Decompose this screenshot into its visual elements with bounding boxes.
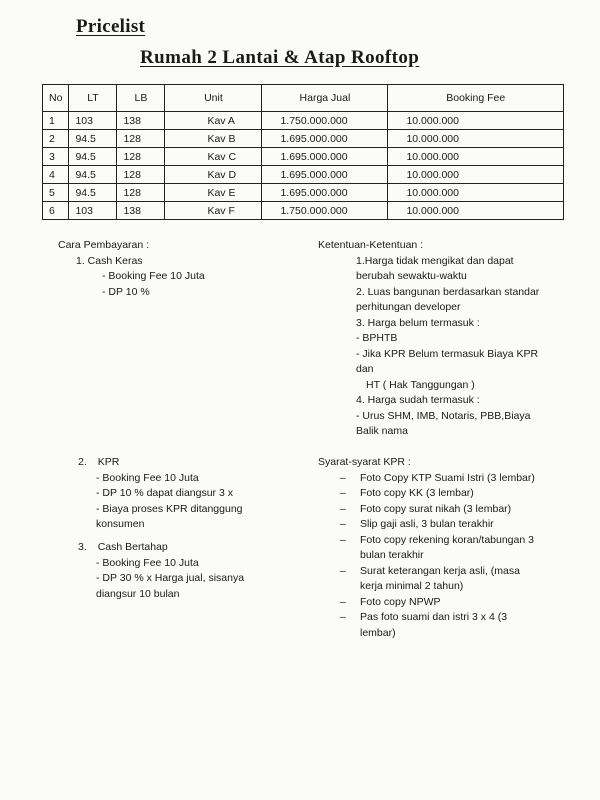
- table-row: [43, 130, 564, 148]
- cash-bertahap-item: - DP 30 % x Harga jual, sisanya: [96, 572, 245, 584]
- table-row: [43, 202, 564, 220]
- cell-harga-jual: 1.695.000.000: [262, 130, 388, 148]
- list-item-text: kerja minimal 2 tahun): [360, 580, 464, 592]
- cell-booking-fee: 10.000.000: [388, 184, 564, 202]
- cell-harga-jual: 1.695.000.000: [262, 184, 388, 202]
- cell-lb: 128: [117, 166, 165, 184]
- cell-booking-fee: 10.000.000: [388, 166, 564, 184]
- list-item: [318, 533, 535, 564]
- cell-unit: Kav C: [165, 148, 262, 166]
- list-item-text: Foto Copy KTP Suami Istri (3 lembar): [360, 471, 535, 484]
- list-item: [318, 610, 535, 641]
- cell-booking-fee: 10.000.000: [388, 112, 564, 130]
- kpr-title-text: KPR: [97, 456, 120, 468]
- cash-keras-title: 1. Cash Keras: [76, 254, 143, 267]
- list-item: [318, 486, 535, 502]
- terms-line: HT ( Hak Tanggungan ): [366, 378, 475, 391]
- cell-booking-fee: 10.000.000: [388, 130, 564, 148]
- list-item-text: Foto copy KK (3 lembar): [360, 487, 474, 499]
- cash-bertahap-item: diangsur 10 bulan: [96, 587, 180, 600]
- terms-line: - Urus SHM, IMB, Notaris, PBB,Biaya: [356, 409, 531, 422]
- column-header-lb: LB: [117, 85, 165, 112]
- cell-lb: 128: [117, 184, 165, 202]
- list-item: [318, 517, 535, 533]
- list-item-text: Foto copy rekening koran/tabungan 3: [360, 533, 534, 546]
- cash-bertahap-section: [78, 540, 244, 602]
- dash-bullet: –: [340, 487, 346, 499]
- terms-line: Balik nama: [356, 425, 408, 437]
- cell-lt: 94.5: [69, 184, 117, 202]
- terms-line: perhitungan developer: [356, 301, 461, 313]
- page-title: Pricelist: [76, 16, 146, 37]
- cell-lt: 94.5: [69, 166, 117, 184]
- cell-no: 6: [43, 202, 69, 220]
- cell-harga-jual: 1.750.000.000: [262, 202, 388, 220]
- cell-unit: Kav D: [165, 166, 262, 184]
- column-header-lt: LT: [69, 85, 117, 112]
- table-row: [43, 112, 564, 130]
- cell-no: 1: [43, 112, 69, 130]
- kpr-requirements-section: [318, 455, 535, 641]
- cell-harga-jual: 1.695.000.000: [262, 148, 388, 166]
- cell-booking-fee: 10.000.000: [388, 202, 564, 220]
- kpr-requirements-heading: Syarat-syarat KPR :: [318, 456, 411, 468]
- list-item-text: Foto copy NPWP: [360, 595, 441, 608]
- cell-lt: 94.5: [69, 130, 117, 148]
- kpr-item: - Booking Fee 10 Juta: [96, 471, 199, 484]
- page-subtitle: Rumah 2 Lantai & Atap Rooftop: [140, 47, 420, 68]
- cell-lb: 128: [117, 130, 165, 148]
- kpr-requirements-list: [318, 471, 535, 642]
- list-item-text: Surat keterangan kerja asli, (masa: [360, 564, 520, 577]
- table-row: [43, 184, 564, 202]
- dash-bullet: –: [340, 502, 346, 515]
- terms-line: berubah sewaktu-waktu: [356, 270, 467, 282]
- cell-lt: 103: [69, 202, 117, 220]
- terms-line: 3. Harga belum termasuk :: [356, 316, 480, 329]
- list-item: [318, 595, 535, 611]
- table-row: [43, 148, 564, 166]
- table-row: [43, 166, 564, 184]
- cell-no: 4: [43, 166, 69, 184]
- dash-bullet: –: [340, 564, 346, 577]
- list-item-text: bulan terakhir: [360, 549, 424, 561]
- column-header-booking-fee: Booking Fee: [388, 85, 564, 112]
- kpr-item: - Biaya proses KPR ditanggung: [96, 502, 243, 515]
- list-item: [318, 502, 535, 518]
- terms-line: dan: [356, 363, 374, 375]
- dash-bullet: –: [340, 595, 346, 608]
- cell-unit: Kav A: [165, 112, 262, 130]
- kpr-number: 2.: [78, 456, 87, 468]
- list-item-text: Pas foto suami dan istri 3 x 4 (3: [360, 611, 508, 623]
- dash-bullet: –: [340, 533, 346, 546]
- kpr-item: konsumen: [96, 518, 145, 530]
- payment-heading: Cara Pembayaran :: [58, 239, 150, 251]
- kpr-payment-section: [78, 455, 243, 533]
- cell-no: 2: [43, 130, 69, 148]
- cell-no: 5: [43, 184, 69, 202]
- terms-line: - Jika KPR Belum termasuk Biaya KPR: [356, 347, 539, 360]
- kpr-title: [78, 455, 243, 471]
- terms-line: 1.Harga tidak mengikat dan dapat: [356, 254, 514, 267]
- cash-bertahap-title: [78, 540, 244, 556]
- cell-lt: 103: [69, 112, 117, 130]
- list-item: [318, 471, 535, 487]
- cash-keras-item: - Booking Fee 10 Juta: [102, 270, 205, 282]
- cell-lb: 138: [117, 112, 165, 130]
- cell-unit: Kav B: [165, 130, 262, 148]
- list-item-text: Slip gaji asli, 3 bulan terakhir: [360, 518, 494, 530]
- terms-line: - BPHTB: [356, 332, 398, 344]
- list-item-text: lembar): [360, 626, 396, 639]
- payment-section: [58, 238, 205, 300]
- cell-booking-fee: 10.000.000: [388, 148, 564, 166]
- list-item-text: Foto copy surat nikah (3 lembar): [360, 502, 512, 515]
- cell-harga-jual: 1.750.000.000: [262, 112, 388, 130]
- list-item: [318, 564, 535, 595]
- terms-line: 4. Harga sudah termasuk :: [356, 394, 480, 406]
- cell-lb: 138: [117, 202, 165, 220]
- cell-unit: Kav F: [165, 202, 262, 220]
- dash-bullet: –: [340, 611, 346, 623]
- cash-bertahap-item: - Booking Fee 10 Juta: [96, 556, 199, 569]
- cell-no: 3: [43, 148, 69, 166]
- cash-bertahap-title-text: Cash Bertahap: [97, 541, 168, 553]
- cash-bertahap-number: 3.: [78, 541, 87, 553]
- cash-keras-item: - DP 10 %: [102, 285, 150, 298]
- kpr-item: - DP 10 % dapat diangsur 3 x: [96, 487, 233, 499]
- table-header-row: [43, 85, 564, 112]
- terms-section: [318, 238, 539, 440]
- column-header-unit: Unit: [165, 85, 262, 112]
- cell-lt: 94.5: [69, 148, 117, 166]
- cell-unit: Kav E: [165, 184, 262, 202]
- column-header-no: No: [43, 85, 69, 112]
- cell-lb: 128: [117, 148, 165, 166]
- dash-bullet: –: [340, 518, 346, 530]
- dash-bullet: –: [340, 471, 346, 484]
- column-header-harga-jual: Harga Jual: [262, 85, 388, 112]
- price-table: [42, 84, 564, 220]
- terms-heading: Ketentuan-Ketentuan :: [318, 239, 424, 251]
- cell-harga-jual: 1.695.000.000: [262, 166, 388, 184]
- terms-line: 2. Luas bangunan berdasarkan standar: [356, 285, 540, 298]
